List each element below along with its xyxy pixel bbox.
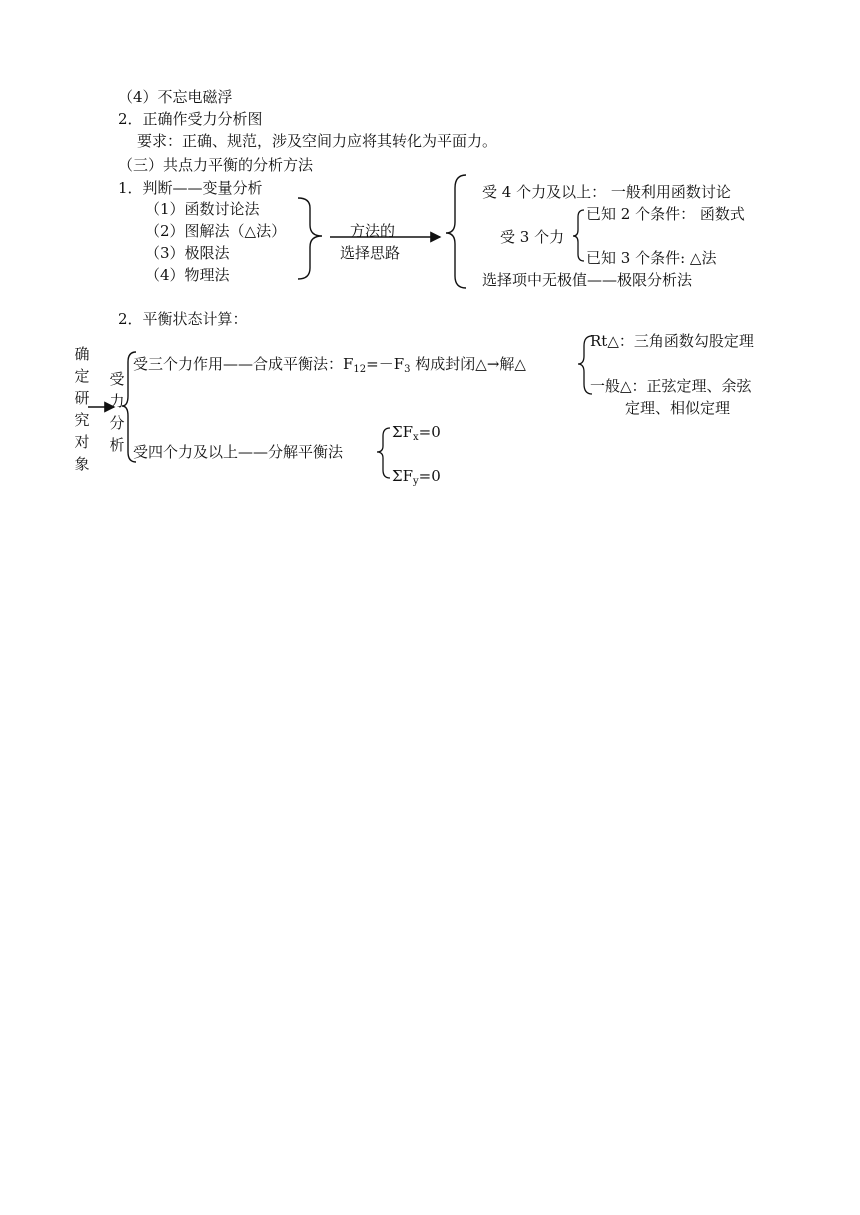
line-requirement: 要求：正确、规范，涉及空间力应将其转化为平面力。 — [137, 132, 498, 150]
choice-known-three: 已知 3 个条件: △法 — [586, 249, 717, 267]
method-item: （3）极限法 — [145, 244, 230, 262]
force-analysis-char: 析 — [109, 436, 125, 454]
method-item: （1）函数讨论法 — [145, 200, 260, 218]
general-triangle-rule-1: 一般△：正弦定理、余弦 — [590, 377, 752, 395]
route-label-line2: 选择思路 — [340, 244, 401, 262]
three-force-brace — [573, 210, 584, 261]
force-brace — [122, 352, 136, 462]
general-triangle-rule-2: 定理、相似定理 — [625, 399, 731, 417]
force-analysis-char: 受 — [109, 370, 125, 388]
choice-four-plus: 受 4 个力及以上： 一般利用函数讨论 — [482, 183, 731, 201]
choice-three: 受 3 个力 — [500, 228, 565, 246]
choice-brace — [446, 175, 466, 288]
line-electromagnetic: （4）不忘电磁浮 — [118, 88, 233, 106]
method-item: （2）图解法（△法） — [145, 222, 287, 240]
method-brace — [298, 198, 322, 279]
determine-char: 究 — [74, 411, 90, 429]
route-label-line1: 方法的 — [350, 222, 396, 240]
method-item: （4）物理法 — [145, 266, 230, 284]
sum-brace — [377, 428, 390, 478]
choice-known-two: 已知 2 个条件： 函数式 — [586, 205, 745, 223]
force-analysis-char: 分 — [109, 414, 125, 432]
determine-char: 对 — [74, 433, 90, 451]
section-equilibrium-calc: 2．平衡状态计算： — [118, 310, 248, 328]
choice-no-extreme: 选择项中无极值——极限分析法 — [482, 271, 693, 289]
section-heading-methods: （三）共点力平衡的分析方法 — [118, 156, 314, 174]
line-force-diagram: 2．正确作受力分析图 — [118, 110, 263, 128]
four-force-method: 受四个力及以上——分解平衡法 — [133, 443, 344, 461]
sum-fx: $\Sigma F_x=0$ — [392, 423, 441, 443]
force-analysis-char: 力 — [109, 392, 125, 410]
three-force-method: 受三个力作用——合成平衡法：$F_{12}=-F_3$ 构成封闭△→解△ — [133, 355, 526, 375]
sum-fy: $\Sigma F_y=0$ — [392, 467, 441, 487]
determine-char: 定 — [74, 367, 90, 385]
line-judge-variable: 1．判断——变量分析 — [118, 179, 263, 197]
determine-char: 象 — [74, 455, 90, 473]
right-triangle-rule: Rt△：三角函数勾股定理 — [590, 332, 754, 350]
triangle-brace — [578, 336, 592, 394]
determine-char: 研 — [74, 389, 90, 407]
determine-char: 确 — [74, 345, 90, 363]
